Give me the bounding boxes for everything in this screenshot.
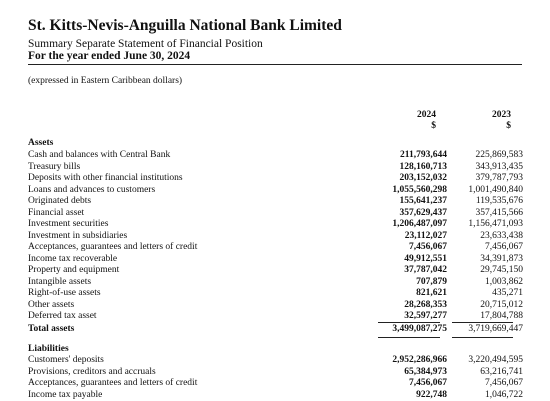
value-2024: 28,268,353 bbox=[347, 300, 447, 312]
row-label: Income tax payable bbox=[28, 390, 102, 401]
table-row bbox=[28, 173, 522, 185]
total-rule-2023 bbox=[452, 337, 513, 338]
value-2023: 1,001,490,840 bbox=[423, 185, 523, 197]
row-label: Investment in subsidiaries bbox=[28, 231, 127, 243]
value-2024: 1,206,487,097 bbox=[347, 219, 447, 231]
total-rule-2024 bbox=[378, 337, 440, 338]
bank-name: St. Kitts-Nevis-Anguilla National Bank Limited bbox=[28, 17, 342, 35]
total-assets-row bbox=[28, 324, 522, 336]
column-header-2024 bbox=[400, 110, 436, 132]
column-header-2023 bbox=[475, 110, 511, 132]
assets-table bbox=[28, 150, 522, 323]
column-unit: $ bbox=[475, 121, 511, 132]
row-label: Originated debts bbox=[28, 196, 91, 208]
value-2024: 49,912,551 bbox=[347, 254, 447, 266]
table-row bbox=[28, 242, 522, 254]
value-2023: 7,456,067 bbox=[423, 242, 523, 254]
currency-note: (expressed in Eastern Caribbean dollars) bbox=[28, 76, 182, 86]
value-2023: 379,787,793 bbox=[423, 173, 523, 185]
row-label: Total assets bbox=[28, 324, 74, 336]
row-label: Other assets bbox=[28, 300, 74, 312]
value-2023: 435,271 bbox=[423, 288, 523, 300]
row-label: Customers' deposits bbox=[28, 355, 104, 367]
row-label: Cash and balances with Central Bank bbox=[28, 150, 170, 162]
value-2023: 63,216,741 bbox=[423, 367, 523, 379]
table-row bbox=[28, 300, 522, 312]
table-row bbox=[28, 265, 522, 277]
value-2023: 343,913,435 bbox=[423, 162, 523, 174]
statement-period: For the year ended June 30, 2024 bbox=[28, 50, 190, 62]
value-2023: 119,535,676 bbox=[423, 196, 523, 208]
row-label: Property and equipment bbox=[28, 265, 119, 277]
row-label: Intangible assets bbox=[28, 277, 91, 289]
value-2023: 1,156,471,093 bbox=[423, 219, 523, 231]
row-label: Deposits with other financial institutions bbox=[28, 173, 183, 185]
table-row bbox=[28, 277, 522, 289]
value-2024: 65,384,973 bbox=[347, 367, 447, 379]
value-2024: 32,597,277 bbox=[347, 311, 447, 323]
value-2023: 17,804,788 bbox=[423, 311, 523, 323]
column-unit: $ bbox=[400, 121, 436, 132]
table-row bbox=[28, 288, 522, 300]
table-row bbox=[28, 196, 522, 208]
row-label: Acceptances, guarantees and letters of credit bbox=[28, 378, 197, 390]
column-year: 2023 bbox=[475, 110, 511, 121]
value-2024: 1,055,560,298 bbox=[347, 185, 447, 197]
table-row bbox=[28, 390, 522, 401]
value-2024: 128,160,713 bbox=[347, 162, 447, 174]
table-row bbox=[28, 378, 522, 390]
value-2024: 203,152,032 bbox=[347, 173, 447, 185]
row-label: Provisions, creditors and accruals bbox=[28, 367, 156, 379]
table-row bbox=[28, 367, 522, 379]
value-2023: 34,391,873 bbox=[423, 254, 523, 266]
row-label: Right-of-use assets bbox=[28, 288, 101, 300]
value-2023: 1,003,862 bbox=[423, 277, 523, 289]
assets-total bbox=[28, 324, 522, 336]
row-label: Deferred tax asset bbox=[28, 311, 97, 323]
value-2023: 20,715,012 bbox=[423, 300, 523, 312]
table-row bbox=[28, 185, 522, 197]
value-2024: 821,621 bbox=[347, 288, 447, 300]
value-2024: 922,748 bbox=[347, 390, 447, 401]
table-row bbox=[28, 355, 522, 367]
column-year: 2024 bbox=[400, 110, 436, 121]
value-2024: 7,456,067 bbox=[347, 378, 447, 390]
liabilities-heading: Liabilities bbox=[28, 344, 69, 354]
header-divider bbox=[28, 64, 522, 65]
value-2023: 1,046,722 bbox=[423, 390, 523, 401]
row-label: Income tax recoverable bbox=[28, 254, 117, 266]
value-2024: 7,456,067 bbox=[347, 242, 447, 254]
value-2023: 7,456,067 bbox=[423, 378, 523, 390]
value-2024: 357,629,437 bbox=[347, 208, 447, 220]
row-label: Investment securities bbox=[28, 219, 108, 231]
table-row bbox=[28, 254, 522, 266]
row-label: Treasury bills bbox=[28, 162, 80, 174]
row-label: Financial asset bbox=[28, 208, 84, 220]
table-row bbox=[28, 219, 522, 231]
value-2024: 37,787,042 bbox=[347, 265, 447, 277]
row-label: Acceptances, guarantees and letters of credit bbox=[28, 242, 197, 254]
subtotal-rule-2024 bbox=[378, 322, 440, 323]
value-2023: 3,719,669,447 bbox=[423, 324, 523, 336]
value-2023: 357,415,566 bbox=[423, 208, 523, 220]
value-2024: 2,952,286,966 bbox=[347, 355, 447, 367]
liabilities-table bbox=[28, 355, 522, 401]
table-row bbox=[28, 231, 522, 243]
value-2023: 23,633,438 bbox=[423, 231, 523, 243]
row-label: Loans and advances to customers bbox=[28, 185, 155, 197]
table-row bbox=[28, 150, 522, 162]
value-2023: 3,220,494,595 bbox=[423, 355, 523, 367]
value-2023: 225,869,583 bbox=[423, 150, 523, 162]
assets-heading: Assets bbox=[28, 138, 53, 148]
statement-title: Summary Separate Statement of Financial Position bbox=[28, 38, 263, 50]
table-row bbox=[28, 311, 522, 323]
value-2023: 29,745,150 bbox=[423, 265, 523, 277]
value-2024: 707,879 bbox=[347, 277, 447, 289]
value-2024: 3,499,087,275 bbox=[347, 324, 447, 336]
value-2024: 155,641,237 bbox=[347, 196, 447, 208]
table-row bbox=[28, 162, 522, 174]
value-2024: 23,112,027 bbox=[347, 231, 447, 243]
subtotal-rule-2023 bbox=[452, 322, 513, 323]
value-2024: 211,793,644 bbox=[347, 150, 447, 162]
table-row bbox=[28, 208, 522, 220]
